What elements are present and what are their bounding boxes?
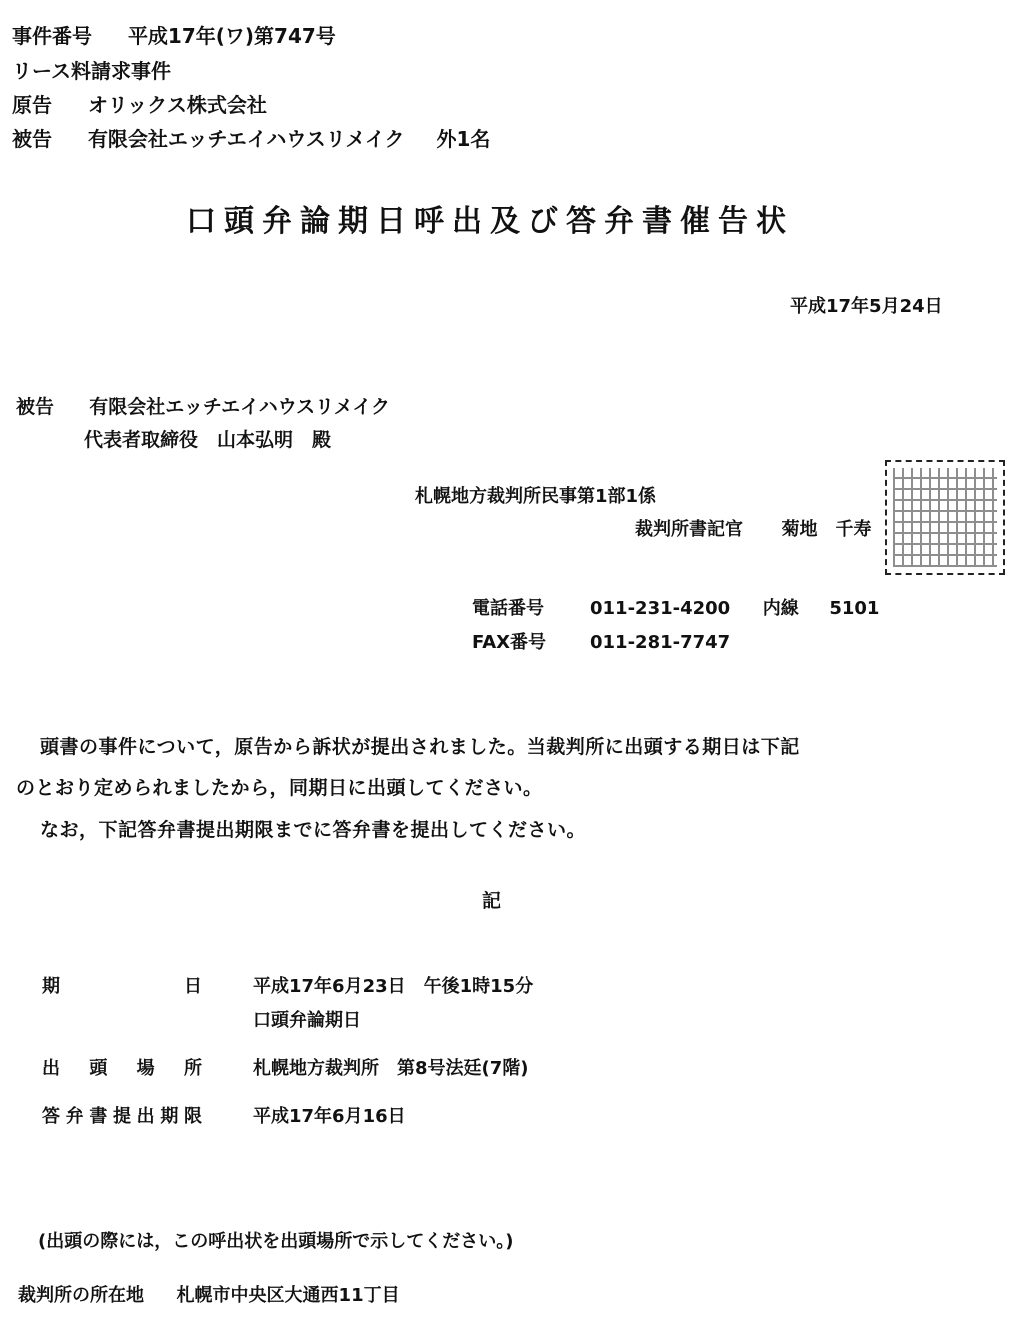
phone-line <box>472 594 879 620</box>
fax-number: 011-281-7747 <box>590 632 731 653</box>
extension-number: 5101 <box>829 598 880 619</box>
clerk-line <box>635 515 872 541</box>
case-number-label: 事件番号 <box>12 24 92 48</box>
clerk-title: 裁判所書記官 <box>635 519 743 540</box>
body-paragraph-1-line-1: 頭書の事件について，原告から訴状が提出されました。当裁判所に出頭する期日は下記 <box>40 736 800 758</box>
date-note: 口頭弁論期日 <box>253 1010 361 1031</box>
court-address-label: 裁判所の所在地 <box>18 1285 144 1306</box>
date-value: 平成17年6月23日 午後1時15分 <box>253 976 534 997</box>
case-number: 平成17年(ワ)第747号 <box>127 24 336 48</box>
phone-number: 011-231-4200 <box>590 598 731 619</box>
plaintiff-label: 原告 <box>12 93 52 117</box>
plaintiff-name: オリックス株式会社 <box>87 93 267 117</box>
deadline-value: 平成17年6月16日 <box>253 1106 406 1127</box>
body-paragraph-1-line-2: のとおり定められましたから，同期日に出頭してください。 <box>16 777 543 799</box>
deadline-label: 答弁書提出期限 <box>42 1106 202 1127</box>
deadline-row <box>42 1102 202 1128</box>
fax-line <box>472 628 730 654</box>
defendant-name: 有限会社エッチエイハウスリメイク <box>87 127 405 151</box>
place-value: 札幌地方裁判所 第8号法廷(7階) <box>253 1058 529 1079</box>
appearance-notice: (出頭の際には，この呼出状を出頭場所で示してください。) <box>38 1231 514 1252</box>
place-row <box>42 1054 202 1080</box>
case-number-line <box>12 20 336 49</box>
date-label: 期 日 <box>42 976 202 997</box>
date-row <box>42 972 202 998</box>
place-label: 出頭場所 <box>42 1058 202 1079</box>
ki-heading: 記 <box>482 890 502 912</box>
court-address-line <box>18 1281 400 1307</box>
issue-date: 平成17年5月24日 <box>790 296 943 317</box>
extension-label: 内線 <box>762 598 799 619</box>
defendant-label: 被告 <box>12 127 52 151</box>
defendant-line <box>12 123 490 152</box>
addressee-company: 有限会社エッチエイハウスリメイク <box>89 396 391 418</box>
phone-label: 電話番号 <box>472 598 544 619</box>
court-division: 札幌地方裁判所民事第1部1係 <box>415 486 657 507</box>
clerk-name: 菊地 千寿 <box>781 519 872 540</box>
court-address-value: 札幌市中央区大通西11丁目 <box>176 1285 400 1306</box>
addressee-label: 被告 <box>16 396 55 418</box>
addressee-line <box>16 392 390 419</box>
plaintiff-line <box>12 89 267 118</box>
page-title: 口頭弁論期日呼出及び答弁書催告状 <box>186 204 794 239</box>
case-name: リース料請求事件 <box>12 59 171 83</box>
defendant-extra: 外1名 <box>436 127 491 151</box>
official-seal-stamp <box>885 460 1005 575</box>
addressee-representative: 代表者取締役 山本弘明 殿 <box>84 429 332 451</box>
body-paragraph-2: なお，下記答弁書提出期限までに答弁書を提出してください。 <box>40 819 587 841</box>
fax-label: FAX番号 <box>472 632 547 653</box>
